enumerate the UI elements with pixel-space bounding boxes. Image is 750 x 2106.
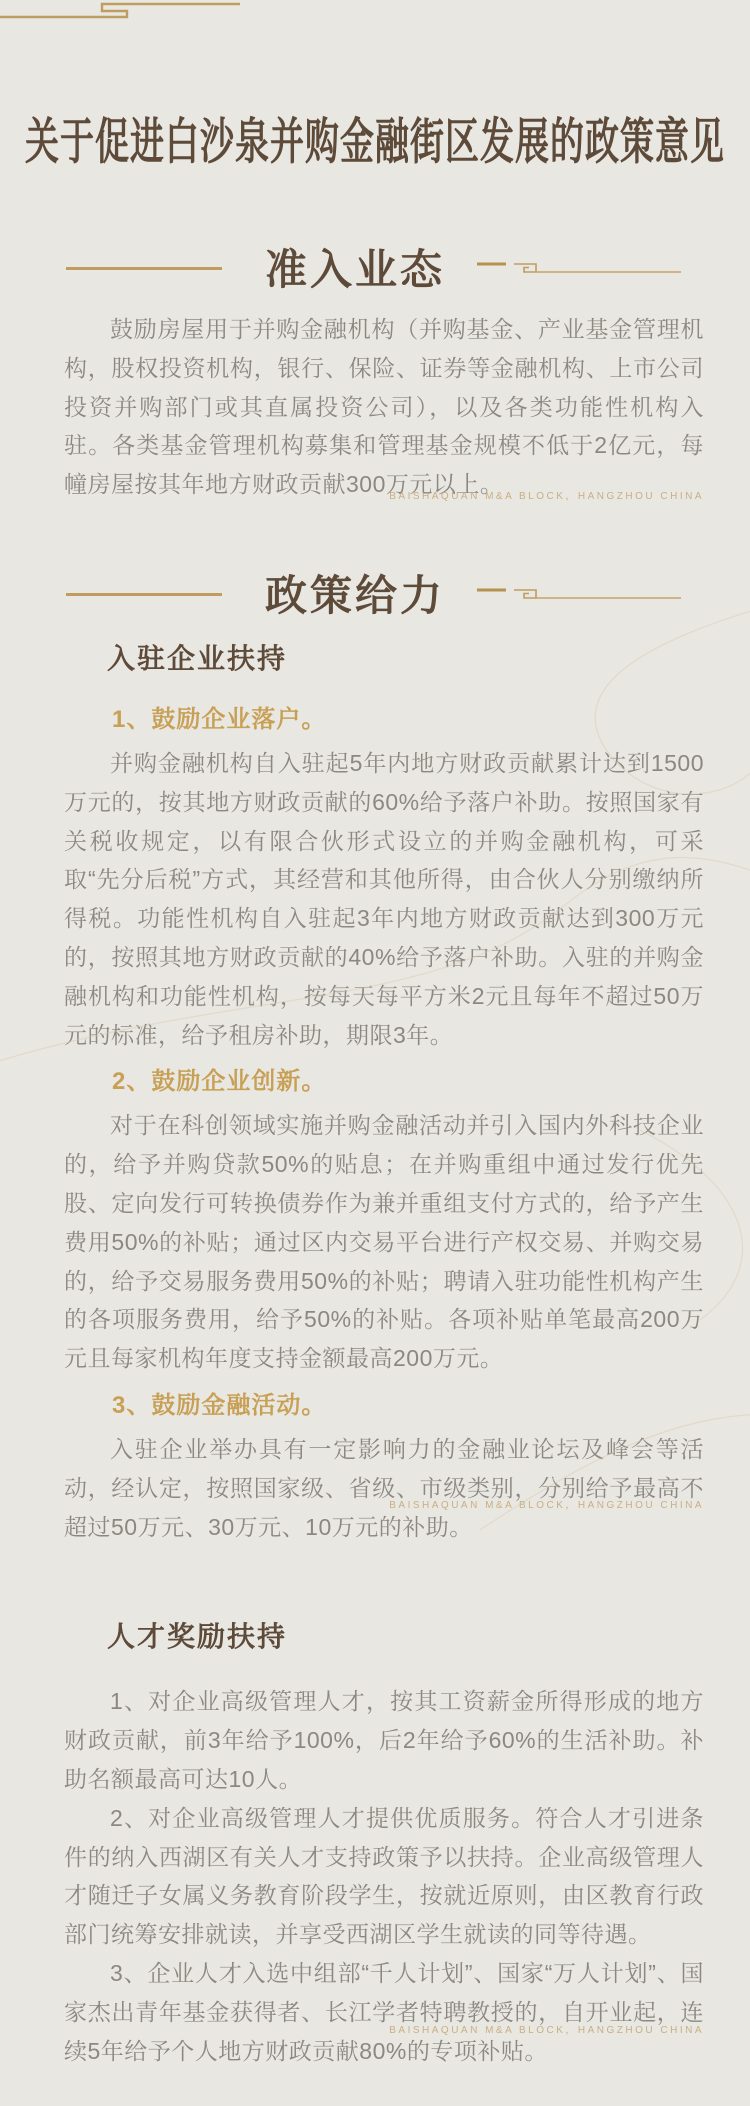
policy-item-body-3: 入驻企业举办具有一定影响力的金融业论坛及峰会等活动，经认定，按照国家级、省级、市级类别，分别给予最高不超过50万元、30万元、10万元的补助。 bbox=[64, 1435, 704, 1540]
page-title: 关于促进白沙泉并购金融街区发展的政策意见 bbox=[25, 116, 725, 170]
talent-paragraph-3: 3、企业人才入选中组部“千人计划”、国家“万人计划”、国家杰出青年基金获得者、长江学者特聘教授的，自开业起，连续5年给予个人地方财政贡献80%的专项补贴。 bbox=[64, 1959, 704, 2064]
policy-item-body-2: 对于在科创领域实施并购金融活动并引入国内外科技企业的，给予并购贷款50%的贴息；在并购重组中通过发行优先股、定向发行可转换债券作为兼并重组支付方式的，给予产生费用50%的补贴；通过区内交易平台进行产权交易、并购交易的，给予交易服务费用50%的补贴；聘请入驻功能性机构产生的各项服务费用，给予50%的补贴。各项补贴单笔最高200万元且每家机构年度支持金额最高200万元。 bbox=[64, 1112, 704, 1372]
talent-paragraph-1: 1、对企业高级管理人才，按其工资薪金所得形成的地方财政贡献，前3年给予100%，后2年给予60%的生活补助。补助名额最高可达10人。 bbox=[64, 1688, 704, 1792]
header-right-scroll-decoration bbox=[476, 586, 686, 604]
header-left-rule bbox=[66, 593, 222, 596]
section-title-policy: 政策给力 bbox=[264, 571, 445, 619]
talent-paragraph-2: 2、对企业高级管理人才提供优质服务。符合人才引进条件的纳入西湖区有关人才支持政策予以扶持。企业高级管理人才随迁子女属义务教育阶段学生，按就近原则，由区教育行政部门统筹安排就读，并享受西湖区学生就读的同等待遇。 bbox=[64, 1804, 704, 1948]
header-right-scroll-decoration bbox=[476, 260, 686, 278]
subsection-title-enterprise-support: 入驻企业扶持 bbox=[107, 642, 288, 674]
access-paragraph: 鼓励房屋用于并购金融机构（并购基金、产业基金管理机构，股权投资机构，银行、保险、证券等金融机构、上市公司投资并购部门或其直属投资公司），以及各类功能性机构入驻。各类基金管理机构募集和管理基金规模不低于2亿元，每幢房屋按其年地方财政贡献300万元以上。 bbox=[64, 316, 704, 498]
watermark-text: BAISHAQUAN M&A BLOCK，HANGZHOU CHINA bbox=[389, 491, 704, 502]
watermark-text: BAISHAQUAN M&A BLOCK，HANGZHOU CHINA bbox=[389, 2025, 704, 2036]
policy-item-title-1: 1、鼓励企业落户。 bbox=[112, 705, 327, 733]
header-left-rule bbox=[66, 267, 222, 270]
section-header-policy bbox=[0, 572, 750, 620]
policy-item-body-1: 并购金融机构自入驻起5年内地方财政贡献累计达到1500万元的，按其地方财政贡献的60%给予落户补助。按照国家有关税收规定，以有限合伙形式设立的并购金融机构，可采取“先分后税”方式，其经营和其他所得，由合伙人分别缴纳所得税。功能性机构自入驻起3年内地方财政贡献达到300万元的，按照其地方财政贡献的40%给予落户补助。入驻的并购金融机构和功能性机构，按每天每平方米2元且每年不超过50万元的标准，给予租房补助，期限3年。 bbox=[64, 749, 704, 1048]
subsection-title-talent-support: 人才奖励扶持 bbox=[107, 1621, 288, 1653]
section-header-access bbox=[0, 246, 750, 294]
top-meander-decoration bbox=[0, 0, 250, 22]
section-title-access: 准入业态 bbox=[264, 246, 445, 293]
watermark-text: BAISHAQUAN M&A BLOCK，HANGZHOU CHINA bbox=[389, 1500, 704, 1511]
policy-item-title-3: 3、鼓励金融活动。 bbox=[112, 1391, 327, 1419]
policy-item-title-2: 2、鼓励企业创新。 bbox=[112, 1068, 327, 1096]
